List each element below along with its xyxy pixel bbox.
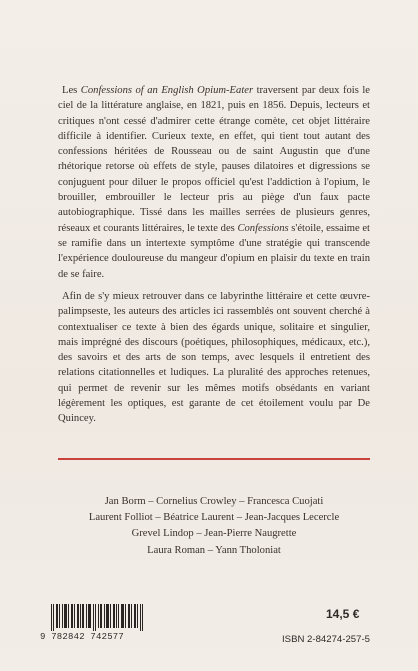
blurb-p1-title: Confessions of an English Opium-Eater (80, 85, 254, 96)
blurb-p1-seg-4: s'étoile, essaime et se ramifie dans un intertexte symptôme d'une stratégie qui transcende l'expérience douloureuse du mangeur d'opium en plaisir du texte en train de se faire. (58, 222, 370, 280)
authors-list (58, 494, 370, 559)
blurb-paragraph-1 (58, 83, 370, 282)
barcode-digits: 9 782842 742577 (40, 632, 125, 642)
blurb-paragraph-2: Afin de s'y mieux retrouver dans ce labyrinthe littéraire et cette œuvre-palimpseste, les auteurs des articles ici rassemblés ont souvent cherché à contextualiser ce texte à bien des égards unique, solitaire et singulier, mais imprégné des discours (poétiques, philosophiques, médicaux, etc.), des savoirs et des arts de son temps, avec lesquels il entretient des relations citationnelles et ludiques. La pluralité des approches retenues, qui permet de revenir sur les mêmes motifs obsédants en variant légèrement les optiques, est garante de cet étoilement voulu par De Quincey. (58, 291, 370, 425)
barcode (51, 604, 143, 631)
authors-line-4: Laura Roman – Yann Tholoniat (147, 544, 281, 556)
authors-line-2: Laurent Folliot – Béatrice Laurent – Jean-Jacques Lecercle (88, 512, 340, 524)
blurb-p1-seg-2: traversent par deux fois le ciel de la littérature anglaise, en 1821, puis en 1856. Depuis, lecteurs et critiques n'ont cessé d'admirer cette étrange comète, cet objet littéraire difficile à identifier. Curieux texte, en effet, qui tient tout autant des confessions héritées de Rousseau ou de saint Augustin que d'une rhétorique retorse où effets de style, pauses dilatoires et digressions se conjuguent pour diluer le propos officiel qu'est l'addiction à l'opium, le brouiller, embrouiller le lecteur pris au piège d'un faux pacte autobiographique. Tissé dans les mailles serrées de plusieurs genres, réseaux et courants littéraires, le texte des (58, 85, 370, 234)
blurb-p1-title-short: Confessions (237, 222, 289, 234)
authors-line-3: Grevel Lindop – Jean-Pierre Naugrette (131, 528, 297, 540)
isbn: ISBN 2-84274-257-5 (282, 634, 370, 645)
blurb-p1-seg-0: Les (62, 85, 81, 96)
price: 14,5 € (326, 607, 360, 621)
authors-line-1: Jan Borm – Cornelius Crowley – Francesca Cuojati (104, 496, 324, 507)
red-divider (58, 458, 370, 460)
